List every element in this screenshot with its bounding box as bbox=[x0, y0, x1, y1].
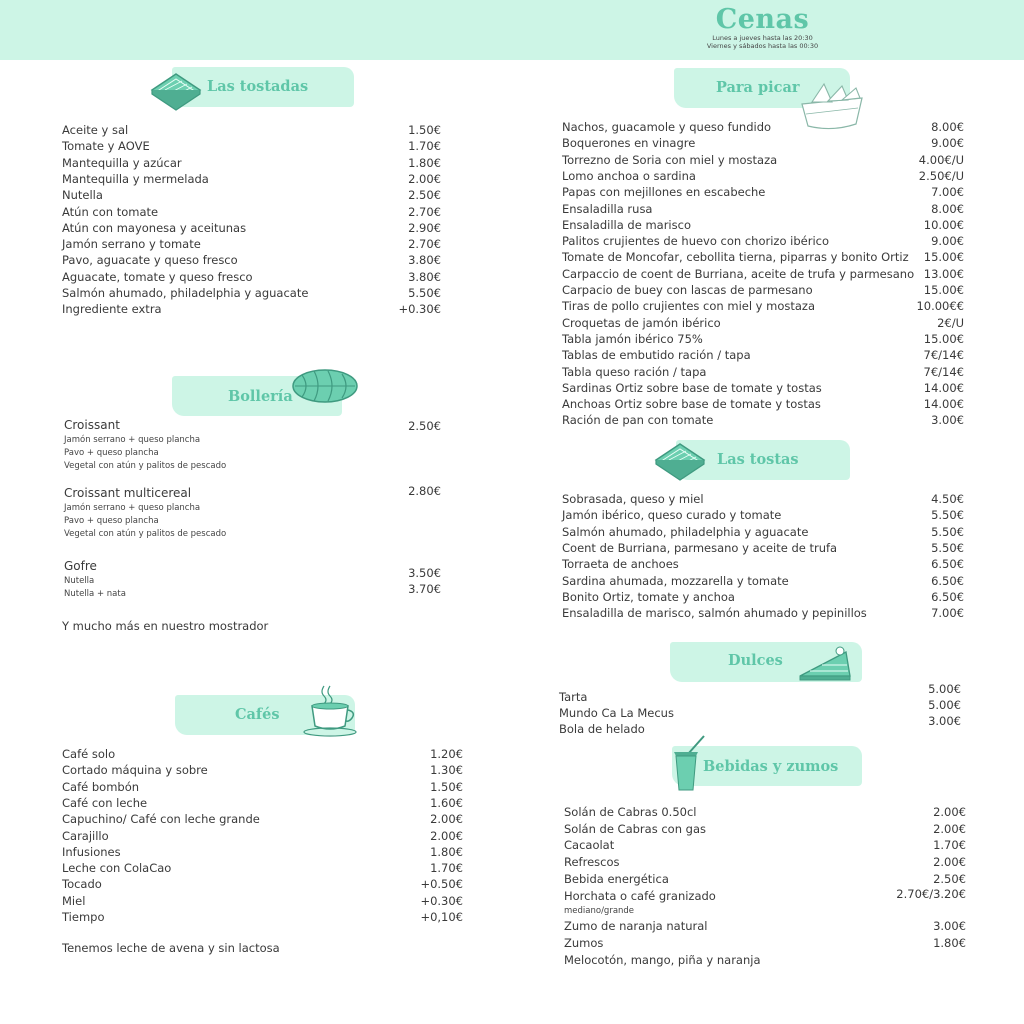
menu-item-name: Coent de Burriana, parmesano y aceite de trufa bbox=[562, 540, 838, 555]
menu-item-price: 7€/14€ bbox=[923, 364, 964, 379]
schedule-line-1: Lunes a jueves hasta las 20:30 bbox=[712, 34, 813, 42]
menu-item-name: Nutella bbox=[62, 188, 103, 203]
menu-item-price: 6.50€ bbox=[931, 557, 964, 572]
menu-item-price: 9.00€ bbox=[931, 234, 964, 249]
toast-icon bbox=[652, 438, 708, 482]
menu-item-price: 1.70€ bbox=[430, 861, 463, 876]
bebidas-item: Zumos bbox=[564, 936, 604, 950]
menu-item-price: 4.50€ bbox=[931, 492, 964, 506]
menu-item-name: Anchoas Ortiz sobre base de tomate y tostas bbox=[562, 397, 821, 412]
tostas-title: Las tostas bbox=[717, 451, 799, 468]
menu-item-price: +0,10€ bbox=[420, 910, 463, 924]
menu-item-name: Jamón serrano y tomate bbox=[62, 237, 201, 252]
coffee-cup-icon bbox=[302, 684, 358, 738]
header-band bbox=[0, 0, 1024, 60]
menu-item-price: 1.70€ bbox=[408, 139, 441, 154]
menu-item-price: 10.00€€ bbox=[916, 299, 964, 314]
menu-item-name: Tabla jamón ibérico 75% bbox=[562, 331, 703, 346]
menu-item-price: 7.00€ bbox=[931, 185, 964, 200]
menu-item-price: 7.00€ bbox=[931, 606, 964, 621]
bebidas-price: 2.00€ bbox=[933, 822, 966, 836]
menu-item-name: Tabla queso ración / tapa bbox=[562, 364, 707, 379]
menu-item-name: Lomo anchoa o sardina bbox=[562, 168, 696, 183]
menu-item-name: Nachos, guacamole y queso fundido bbox=[562, 120, 772, 134]
bebidas-item: Solán de Cabras con gas bbox=[564, 822, 706, 836]
menu-item-price: 15.00€ bbox=[923, 283, 964, 297]
menu-item-name: Croquetas de jamón ibérico bbox=[562, 315, 721, 330]
bebidas-item: Zumo de naranja natural bbox=[564, 919, 708, 933]
multicereal-option: Pavo + queso plancha bbox=[64, 516, 159, 526]
multicereal-option: Vegetal con atún y palitos de pescado bbox=[64, 529, 227, 539]
croissant-price: 2.50€ bbox=[408, 419, 441, 433]
menu-item-price: 2.70€ bbox=[408, 204, 441, 219]
menu-item-price: 1.50€ bbox=[430, 779, 463, 794]
menu-item-price: 2€/U bbox=[937, 315, 964, 330]
menu-item-name: Café bombón bbox=[62, 779, 140, 794]
cafes-title: Cafés bbox=[235, 706, 280, 723]
menu-item-name: Pavo, aguacate y queso fresco bbox=[62, 253, 238, 268]
dulces-title: Dulces bbox=[728, 652, 783, 669]
menu-item-name: Papas con mejillones en escabeche bbox=[562, 185, 766, 200]
menu-item-price: 10.00€ bbox=[923, 217, 964, 232]
menu-item-price: 14.00€ bbox=[923, 397, 964, 412]
menu-item-price: 1.80€ bbox=[430, 844, 463, 859]
menu-item-price: 5.50€ bbox=[408, 286, 441, 300]
multicereal-name: Croissant multicereal bbox=[64, 486, 192, 500]
bebidas-price: 2.70€/3.20€ bbox=[896, 887, 966, 901]
menu-item-price: 2.50€/U bbox=[918, 168, 964, 183]
menu-item-price: +0.30€ bbox=[420, 893, 463, 908]
menu-item-name: Cortado máquina y sobre bbox=[62, 763, 208, 778]
croissant-option: Vegetal con atún y palitos de pescado bbox=[64, 461, 227, 471]
menu-item-price: 14.00€ bbox=[923, 380, 964, 395]
menu-item-price: 8.00€ bbox=[931, 201, 964, 216]
bebidas-item: Bebida energética bbox=[564, 872, 669, 886]
schedule-line-2: Viernes y sábados hasta las 00:30 bbox=[706, 42, 819, 50]
menu-item-price: 2.00€ bbox=[430, 812, 463, 827]
menu-item-price: 5.50€ bbox=[931, 540, 964, 555]
tostadas-title: Las tostadas bbox=[207, 78, 309, 95]
menu-item-name: Sardinas Ortiz sobre base de tomate y tostas bbox=[562, 380, 822, 395]
menu-item-name: Boquerones en vinagre bbox=[562, 136, 696, 151]
dulces-price: 3.00€ bbox=[928, 714, 961, 728]
bolleria-note: Y mucho más en nuestro mostrador bbox=[62, 619, 269, 633]
menu-item-name: Leche con ColaCao bbox=[62, 861, 172, 876]
menu-item-name: Café con leche bbox=[62, 795, 148, 810]
menu-item-name: Aguacate, tomate y queso fresco bbox=[62, 269, 253, 284]
menu-item-name: Tocado bbox=[62, 877, 102, 892]
bebidas-title: Bebidas y zumos bbox=[703, 758, 839, 775]
menu-item-price: 1.20€ bbox=[430, 747, 463, 761]
menu-item-name: Capuchino/ Café con leche grande bbox=[62, 812, 260, 827]
menu-item-price: 1.50€ bbox=[408, 123, 441, 137]
toast-icon bbox=[148, 68, 204, 112]
menu-item-name: Salmón ahumado, philadelphia y aguacate bbox=[562, 524, 809, 539]
menu-item-name: Mantequilla y mermelada bbox=[62, 171, 209, 186]
menu-item-price: 1.30€ bbox=[430, 763, 463, 778]
menu-item-price: 2.50€ bbox=[408, 188, 441, 203]
gofre-name: Gofre bbox=[64, 559, 97, 573]
menu-item-price: 6.50€ bbox=[931, 589, 964, 604]
menu-item-name: Tablas de embutido ración / tapa bbox=[562, 348, 751, 363]
bebidas-price: 2.00€ bbox=[933, 855, 966, 869]
menu-item-price: 2.70€ bbox=[408, 237, 441, 252]
dulces-item: Bola de helado bbox=[559, 722, 645, 736]
menu-item-price: 15.00€ bbox=[923, 250, 964, 265]
menu-item-name: Ingrediente extra bbox=[62, 302, 162, 317]
dulces-price: 5.00€ bbox=[928, 682, 961, 696]
menu-item-name: Torraeta de anchoes bbox=[562, 557, 679, 572]
menu-item-name: Carpaccio de coent de Burriana, aceite de trufa y parmesano bbox=[562, 266, 915, 281]
menu-item-name: Mantequilla y azúcar bbox=[62, 155, 182, 170]
bolleria-title: Bollería bbox=[228, 388, 293, 405]
gofre-option: Nutella bbox=[64, 576, 95, 586]
menu-item-name: Torrezno de Soria con miel y mostaza bbox=[562, 152, 778, 167]
menu-item-price: 1.80€ bbox=[408, 155, 441, 170]
menu-item-price: +0.30€ bbox=[398, 302, 441, 317]
menu-item-name: Carajillo bbox=[62, 828, 109, 843]
bebidas-size-note: mediano/grande bbox=[564, 906, 635, 916]
bebidas-price: 1.70€ bbox=[933, 838, 966, 852]
bebidas-price: 3.00€ bbox=[933, 919, 966, 933]
menu-item-name: Sardina ahumada, mozzarella y tomate bbox=[562, 573, 789, 588]
menu-item-price: 3.80€ bbox=[408, 253, 441, 268]
menu-item-name: Atún con tomate bbox=[62, 204, 159, 219]
menu-item-name: Tiras de pollo crujientes con miel y mostaza bbox=[562, 299, 816, 314]
menu-item-price: 2.90€ bbox=[408, 220, 441, 235]
croissant-option: Pavo + queso plancha bbox=[64, 448, 159, 458]
menu-item-name: Ración de pan con tomate bbox=[562, 413, 714, 428]
menu-item-price: +0.50€ bbox=[420, 877, 463, 892]
menu-item-name: Palitos crujientes de huevo con chorizo ibérico bbox=[562, 234, 830, 249]
menu-item-price: 9.00€ bbox=[931, 136, 964, 151]
menu-item-price: 3.80€ bbox=[408, 269, 441, 284]
menu-item-name: Aceite y sal bbox=[62, 123, 129, 137]
menu-item-name: Tomate de Moncofar, cebollita tierna, piparras y bonito Ortiz bbox=[562, 250, 909, 265]
menu-item-name: Jamón ibérico, queso curado y tomate bbox=[562, 508, 782, 523]
menu-item-name: Ensaladilla rusa bbox=[562, 201, 653, 216]
page-title: Cenas bbox=[715, 4, 810, 35]
bebidas-item: Refrescos bbox=[564, 855, 620, 869]
menu-item-name: Sobrasada, queso y miel bbox=[562, 492, 704, 506]
menu-item-price: 8.00€ bbox=[931, 120, 964, 134]
menu-item-price: 2.00€ bbox=[430, 828, 463, 843]
bebidas-price: 2.50€ bbox=[933, 872, 966, 886]
menu-item-name: Bonito Ortiz, tomate y anchoa bbox=[562, 589, 735, 604]
menu-item-name: Salmón ahumado, philadelphia y aguacate bbox=[62, 286, 309, 300]
menu-item-price: 2.00€ bbox=[408, 171, 441, 186]
croissant-name: Croissant bbox=[64, 418, 120, 432]
croissant-option: Jamón serrano + queso plancha bbox=[64, 435, 201, 445]
bebidas-price: 2.00€ bbox=[933, 805, 966, 819]
gofre-price: 3.70€ bbox=[408, 582, 441, 596]
menu-item-price: 7€/14€ bbox=[923, 348, 964, 363]
bebidas-price: 1.80€ bbox=[933, 936, 966, 950]
menu-item-name: Infusiones bbox=[62, 844, 121, 859]
menu-item-price: 1.60€ bbox=[430, 795, 463, 810]
para-picar-title: Para picar bbox=[716, 79, 800, 96]
menu-item-price: 5.50€ bbox=[931, 508, 964, 523]
bebidas-item: Cacaolat bbox=[564, 838, 615, 852]
dulces-item: Tarta bbox=[559, 690, 588, 704]
dulces-item: Mundo Ca La Mecus bbox=[559, 706, 674, 720]
dulces-price: 5.00€ bbox=[928, 698, 961, 712]
menu-item-price: 5.50€ bbox=[931, 524, 964, 539]
menu-item-name: Tiempo bbox=[62, 910, 105, 924]
bebidas-item: Melocotón, mango, piña y naranja bbox=[564, 953, 761, 967]
cafes-note: Tenemos leche de avena y sin lactosa bbox=[62, 941, 280, 955]
menu-item-price: 4.00€/U bbox=[918, 152, 964, 167]
menu-item-name: Atún con mayonesa y aceitunas bbox=[62, 220, 247, 235]
multicereal-price: 2.80€ bbox=[408, 484, 441, 498]
menu-item-price: 3.00€ bbox=[931, 413, 964, 428]
gofre-price: 3.50€ bbox=[408, 566, 441, 580]
nachos-icon bbox=[798, 80, 868, 134]
menu-item-name: Tomate y AOVE bbox=[62, 139, 150, 154]
bebidas-item: Horchata o café granizado bbox=[564, 889, 716, 903]
menu-item-price: 13.00€ bbox=[923, 266, 964, 281]
multicereal-option: Jamón serrano + queso plancha bbox=[64, 503, 201, 513]
menu-item-name: Café solo bbox=[62, 747, 116, 761]
menu-item-price: 15.00€ bbox=[923, 331, 964, 346]
menu-item-name: Ensaladilla de marisco bbox=[562, 217, 691, 232]
croissant-icon bbox=[290, 367, 360, 405]
cake-icon bbox=[796, 642, 854, 684]
gofre-option: Nutella + nata bbox=[64, 589, 126, 599]
menu-item-name: Carpacio de buey con lascas de parmesano bbox=[562, 283, 813, 297]
menu-item-name: Ensaladilla de marisco, salmón ahumado y pepinillos bbox=[562, 606, 867, 621]
menu-item-name: Miel bbox=[62, 893, 86, 908]
bebidas-item: Solán de Cabras 0.50cl bbox=[564, 805, 697, 819]
menu-item-price: 6.50€ bbox=[931, 573, 964, 588]
